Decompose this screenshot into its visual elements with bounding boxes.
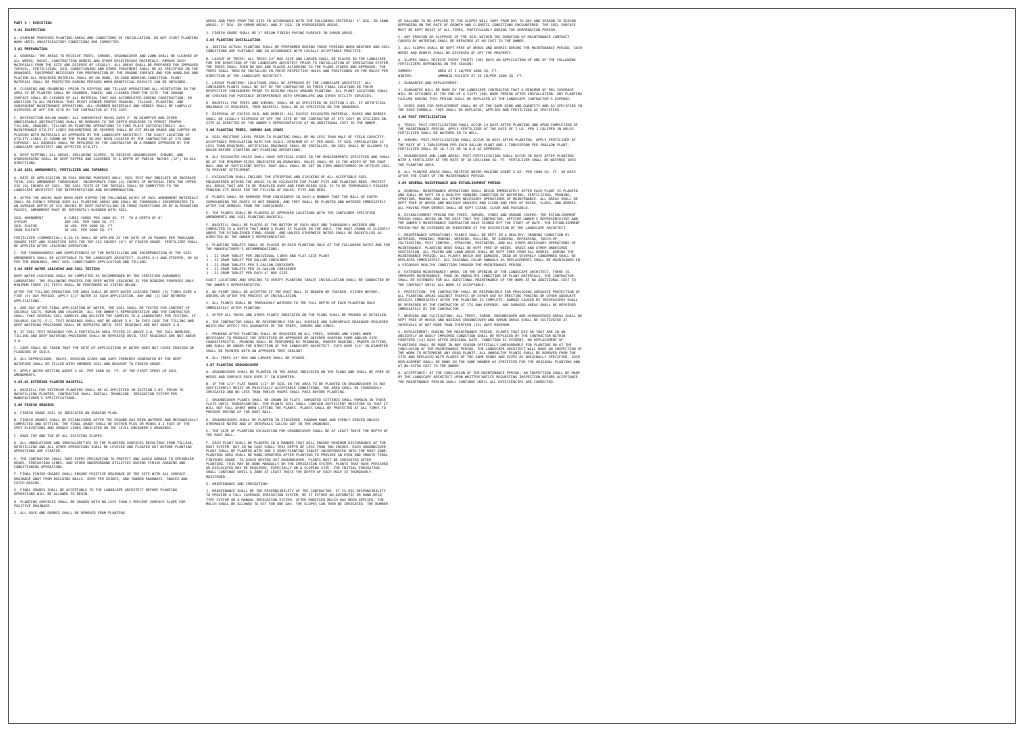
paragraph: G. MAINTENANCE AND IRRIGATION: (206, 481, 269, 486)
section-heading: 3.04 DEEP WATER LEACHING AND SOIL TESTING (14, 267, 100, 271)
paragraph: SUMMER: UREA AT 1 LB/PER 1000 SQ. FT. WINTER: AMMONIA SULFATE AT 25 LB/PER 1000 SQ. FT. (398, 69, 524, 78)
section-heading: 3.05 PLANTING INSTALLATION (206, 37, 261, 42)
paragraph: K. THE CONTRACTOR SHALL BE RESPONSIBLE FOR ALL SURFACE AND SUBSURFACE DRAINAGE REQUIRED WHICH MAY AFFECT HIS GUARANTEE OF THE TREES, SHRUBS AND VINES. (206, 320, 391, 329)
paragraph: AREAS AND FREE FROM THE SITE IN ACCORDANCE WITH THE FOLLOWING CRITERIA: 1" DIA. IN LAWN AREAS; 2" DIA. IN SHRUB AREAS; AND 3" DIA. IN HYDROSEEDED AREAS. (206, 19, 391, 28)
column-3-paragraphs (398, 19, 583, 384)
paragraph: FERTILIZER (COMMERCIAL) 6-20-10 SHALL BE APPLIED AT THE RATE OF 20 POUNDS PER THOUSAND SQUARE FEET AND SCARIFIED INTO THE TOP SIX INCHES (6") OF FINISH GRADE. FERTILIZER SHALL BE APPLIED AFTER LEACHING OPERATION. (14, 235, 201, 248)
paragraph: C. RAKE TOP AND TOE OF ALL EXISTING SLOPES. (14, 433, 104, 438)
paragraph: B. ALL EXCAVATED HOLES SHALL HAVE VERTICAL SIDES IN THE REQUIREMENTS SPECIFIED AND SHALL BE OF THE MINIMUM SIZES INDICATED ON DRAWINGS. HOLES SHALL BE 2X THE WIDTH OF THE ROOT BALL AND OF SUFFICIENT DEPTH. ROOT BALL SHALL BE SET ON FIRM UNDISTURBED OR SETTLED SOIL TO PREVENT SETTLEMENT. (206, 155, 393, 172)
paragraph: D. DEEP RIPPING: ALL AREAS, INCLUDING SLOPES, TO RECEIVE GROUNDCOVER, SHRUBS, AND HYDROSEEDING SHALL BE DEEP RIPPED AND LOOSENED TO A DEPTH OF TWELVE INCHES (12") IN ALL DIRECTIONS. (14, 152, 199, 165)
column-2-paragraphs (206, 19, 391, 506)
paragraph: H. PLANTING SURFACES SHALL BE GRADED WITH NO LESS THAN 2 PERCENT SURFACE SLOPE FOR POSITIVE DRAINAGE. (14, 499, 188, 508)
paragraph: 1. GUARANTEE WILL BE MADE BY THE LANDSCAPE CONTRACTOR THAT A MINIMUM OF 90% COVERAGE WILL BE ATTAINED AT THE END OF A SIXTY (60) WORK PERIOD AFTER INSTALLATION. ANY PLANTING FAILURE DURING THIS PERIOD SHALL BE REPLACED AT THE LANDSCAPE CONTRACTOR'S EXPENSE. (398, 88, 585, 101)
specification-sheet (8, 8, 1016, 724)
paragraph: D. EXTENDED MAINTENANCE: WHEN, IN THE OPINION OF THE LANDSCAPE ARCHITECT, THERE IS IMPROPER MAINTENANCE, POOR OR UNHEALTHY CONDITION OF PLANT MATERIALS, THE CONTRACTOR SHALL BE EXTENDED FOR ALL ADDITIONAL MAINTENANCE OF THE WORK AT NO ADDITIONAL COST TO THE CONTRACT UNTIL ALL WORK IS ACCEPTABLE. (398, 269, 578, 287)
paragraph: B. CLEARING AND GRUBBING: PRIOR TO RIPPING AND TILLAGE OPERATIONS ALL VEGETATION IN THE AREA TO BE PLANTED SHALL BE GRUBBED, RAKED, AND CLEARED FROM THE SITE. THE GROUND SURFACE SHALL BE CLEARED OF ALL MATERIAL THAT HAS ACCUMULATED DURING CONSTRUCTION. IN ADDITION TO ALL MATERIAL THAT MIGHT HINDER PROPER GRADING, TILLAGE, PLANTING, AND SUBSEQUENT MAINTENANCE OPERATIONS. ALL GRUBBED MATERIALS AND DEBRIS SHALL BE LAWFULLY DISPOSED OF OFF THE SITE BY THE CONTRACTOR AT ITS COST. (14, 87, 199, 113)
paragraph: C. DESTRUCTION BELOW GRADE: ALL SUBSURFACE ROCKS OVER 2" IN DIAMETER AND OTHER UNDESIRABLE OBSTRUCTIONS SHALL BE REMOVED TO THE DEPTH REQUIRED TO PERMIT PROPER TILLING, GRADING, TILLING OR PLANTING OPERATIONS TO TAKE PLACE SATISFACTORILY. ALL MAINTENANCE UTILITY LINES ENCOUNTERED OR SEVERED SHALL BE CUT BELOW GRADE AND CAPPED OR PLUGGED WITH MATERIALS AS APPROVED BY THE LANDSCAPE ARCHITECT. THE EXACT LOCATION OF UTILITY LINES IS SHOWN ON THE PLANS OR MAY BEEN LOCATED BY THE CONTRACTOR AT ITS OWN EXPENSE. ALL DAMAGES SHALL BE REPAIRED BY THE CONTRACTOR IN A MANNER APPROVED BY THE LANDSCAPE ARCHITECT AND AFFECTED UTILITY. (14, 115, 199, 150)
section-heading: 3.05.01 EXTERIOR PLANTER BACKFILL (14, 380, 84, 385)
section-heading: 3.07 PLANTING GROUNDCOVER (206, 363, 259, 367)
paragraph: C. THE THOROUGHNESS AND COMPLETENESS OF THE ROTOTILLING AND INCORPORATION OF THE SOIL AMENDMENTS SHALL BE ACCEPTABLE TO THE LANDSCAPE ARCHITECT. SLOPES 3:1 AND STEEPER, OR AS PER THE DRAWINGS, OMIT SOIL CONDITIONER APPLICATION AND TILLING. (14, 251, 201, 264)
section-heading: 3.08 POST FERTILIZATION (398, 115, 447, 120)
paragraph: C. GROUNDCOVER PLANTS SHALL BE GROWN IN FLATS, UNROOTED CUTTINGS SHALL REMAIN IN THOSE FLATS UNTIL TRANSPLANTING. THE PLANTS SOIL SHALL CONTAIN SUFFICIENT MOISTURE SO THAT IT WILL NOT FALL APART WHEN LIFTING THE PLANTS. PLANTS SHALL BE PROTECTED AT ALL TIMES TO PREVENT DRYING OF THE ROOT BALL. (206, 397, 391, 415)
paragraph: F. FINAL FINISH GRADES SHALL ENSURE POSITIVE DRAINAGE OF THE SITE WITH ALL SURFACE DRAINAGE AWAY FROM BUILDING WALLS. OVER PER GUIDES, AND TOWARD ROADWAYS, SWALES AND CATCH BASINS. (14, 472, 190, 485)
paragraph: D. ALL PLANTED AREAS SHALL RECEIVE WATER HOLDING AGENT 5 OZ. PER 1000 SQ. FT. 40 DAYS AFTER THE START OF THE MAINTENANCE PERIOD. (398, 169, 578, 178)
paragraph: M. ALL TREES 24" BOX AND LARGER SHALL BE STAKED. (206, 355, 307, 360)
paragraph: B. LAYOUT OF TREES: ALL TREES 24" BOX SIZE AND LARGER SHALL BE PLACED IN THE LANDSCAPE FOR THE DIRECTION OF THE LANDSCAPE ARCHITECT PRIOR TO INSTALLATION OF IRRIGATION SYSTEM. THE TREES SHALL THEN BE DUG AND PLACED ACCORDING TO THE PLANS STAKED AND APPROVED. THE TREES SHALL THEN BE INSTALLED IN THEIR RESPECTIVE HOLES AND POSITIONED IN THE HOLES PER DIRECTION OF THE LANDSCAPE ARCHITECT. (206, 56, 393, 78)
section-heading: 3.09 GENERAL MAINTENANCE AND ESTABLISHMENT PERIOD (398, 181, 501, 186)
column-1-paragraphs (14, 28, 199, 515)
paragraph: A. EXAMINE PROPOSED PLANTING AREAS AND CONDITIONS OF INSTALLATION. DO NOT START PLANTING WORK UNTIL UNSATISFACTORY CONDITIONS ARE CORRECTED. (14, 35, 201, 44)
section-heading: 3.06 PLANTING TREES, SHRUBS AND VINES (206, 128, 284, 132)
paragraph: C. LAYOUT PLANTING: LOCATIONS SHALL BE APPROVED BY THE LANDSCAPE ARCHITECT. ALL CONTAINER PLANTS SHALL BE SET BY THE CONTRACTOR IN THEIR FINAL LOCATION IN THEIR RESPECTIVE CONTAINERS PRIOR TO DIGGING HOLES AROUND PLANTING. ALL PLANT LOCATIONS SHALL BE CHECKED FOR POSSIBLE INTERFERENCE WITH SPRINKLERS AND OTHER UTILITY SERVICES. (206, 80, 391, 98)
paragraph: E. APPLY WATER NETTING AGENT 4 OZ. PER 1000 SQ. FT. AT THE FIRST SPRAY OF SOIL AMENDMENTS. (14, 368, 180, 377)
paragraph: 1. MAINTENANCE SHALL BE THE RESPONSIBILITY OF THE CONTRACTOR. IT IS HIS RESPONSIBILITY TO PROVIDE A FULL COVERAGE IRRIGATION SYSTEM, BE IT EITHER AN AUTOMATIC OR HAND-HELD TYPE SYSTEM OR A MANUAL IRRIGATION SYSTEM. AFTER MODIFIED MULCH HAS BEEN APPLIED, THE MULCH SHALL BE ALLOWED TO SET FOR ONE DAY. THE SLOPES CAN THEN BE IRRIGATED. THE NUMBER (206, 489, 388, 506)
paragraph: AFTER THE TILLING OPERATION THE AREA SHALL BE DEEP WATER LEACHED THREE (3) TIMES OVER A FIVE (5) DAY PERIOD. APPLY 1/2" WATER AT EACH APPLICATION. ANY ONE (1) DAY BETWEEN APPLICATIONS. (14, 290, 199, 303)
paragraph: G. PLANTING TABLETS SHALL BE PLACED IN EACH PLANTING HOLE AT THE FOLLOWING RATES AND FOR THE MANUFACTURER'S RECOMMENDATIONS: (206, 242, 393, 251)
paragraph: H. ACCEPTANCE: AT THE CONCLUSION OF THE MAINTENANCE PERIOD, AN INSPECTION SHALL BE MADE BY THE LANDSCAPE ARCHITECT UPON WRITTEN NOTICE REQUESTING INSPECTION BEFORE ACCEPTANCE. THE MAINTENANCE PERIOD SHALL CONTINUE UNTIL ALL DEFICIENCIES ARE CORRECTED. (398, 371, 583, 384)
paragraph: B. IF THE 1/2" FLAT RAKED 1/2" OF SOIL IN THE AREA TO BE PLANTED IN GROUNDCOVER IS NOT SUFFICIENTLY MOIST OR PHYSICALLY ACCEPTABLE CONDITIONS, THE AREA SHALL BE THOROUGHLY IRRIGATED AND NO LESS THAN TWELVE HOURS SHALL PASS BEFORE PLANTING. (206, 381, 388, 395)
paragraph: 2. SEEDS USED FOR REPLACEMENT SHALL BE OF THE SAME KIND AND QUANTITY AND AS SPECIFIED IN THE SEED FORMULA. THEY SHALL BE REPLACED, APPLIED AND FERTILIZED AS SPECIFIED. (398, 103, 585, 112)
paragraph: D. BACKFILL FOR TREES AND SHRUBS: SHALL BE AS SPECIFIED IN SECTION 2.05. IF ARTIFICIAL DRAINAGE IS REQUIRED, THEN BACKFILL SHALL BE AS SPECIFIED ON THE DRAWINGS. (206, 100, 388, 109)
paragraph: H. NO PLANT SHALL BE ACCEPTED IF THE ROOT BALL IS BROKEN OR CRACKED, EITHER BEFORE, DURING OR AFTER THE PROCESS OF INSTALLATION. (206, 289, 382, 298)
paragraph: A. INITIAL ACTUAL PLANTING SHALL BE PERFORMED DURING THOSE PERIODS WHEN WEATHER AND SOIL CONDITIONS ARE SUITABLE AND IN ACCORDANCE WITH LOCALLY ACCEPTABLE PRACTICE. (206, 45, 393, 54)
paragraph: E. THE PLANTS SHALL BE PLANTED AT APPROVED LOCATIONS WITH THE CONTAINER SPECIFIED AMENDMENTS AND SOIL PLANTING BACKFILL. (206, 211, 378, 220)
paragraph: B. AFTER THE AREAS HAVE BEEN DEEP RIPPED THE FOLLOWING RATES OF SOIL AMENDMENT MATERIALS SHALL BE EVENLY SPREAD OVER ALL PLANTING AREAS AND SHALL BE THOROUGHLY INCORPORATED TO AN AVERAGE DEPTH OF SIX INCHES BY DEEP ROTOTILLING IN THREE DIRECTIONS OR BY ALTERNATING PASSES. AMENDMENT MUST BE INTIMATELY BLENDED WITH SOIL. (14, 195, 201, 213)
paragraph: C. EXCAVATION SHALL INCLUDE THE STRIPPING AND STACKING OF ALL ACCEPTABLE SOIL ENCOUNTERED WITHIN THE AREAS TO BE EXCAVATED FOR PLANT PITS AND PLANTING BEDS. PROTECT ALL AREAS THAT ARE TO BE TRAVELED OVER AND FROM BEING SOIL IS TO BE TEMPORARILY STACKED PENDING ITS REUSE FOR THE FILLING OF HOLES, PITS AND BEDS. (206, 175, 391, 192)
section-heading: 3.02 PREPARATION (14, 47, 48, 51)
document-title: PART 3 - EXECUTION (14, 21, 52, 25)
paragraph: C. GROUNDCOVER AND LAWN AREAS: POST-FERTILIZATION SHALL OCCUR 30 DAYS AFTER PLANTING WITH A FERTILIZER AT THE RATE OF 10 LBS/1000 SQ. FT. FERTILIZER SHALL BE WATERED INTO THE PLANTING AREA. (398, 154, 578, 167)
paragraph: 4. SLOPES SHALL RECEIVE EVERY THIRTY (30) DAYS AN APPLICATION OF ONE OF THE FOLLOWING FERTILIZERS DEPENDING ON THE SEASON: (398, 57, 578, 66)
paragraph: E. DISPOSAL OF EXCESS SOIL AND DEBRIS: ALL EXCESS EXCAVATED MATERIAL, ROCKS AND DEBRIS SHALL BE LEGALLY DISPOSED OF OFF THE SITE BY THE CONTRACTOR AT ITS COST OR UTILIZED ON-SITE AS DIRECTED BY THE OWNER'S REPRESENTATIVE AT NO ADDITIONAL COST TO THE OWNER. (206, 112, 388, 125)
paragraph: I. ALL PLANTS SHALL BE THOROUGHLY WATERED TO THE FULL DEPTH OF EACH PLANTING HOLE IMMEDIATELY AFTER PLANTING. (206, 301, 378, 310)
paragraph: A. GENERAL: THE AREAS TO RECEIVE TREES, SHRUBS, GROUNDCOVER AND LAWN SHALL BE CLEARED OF ALL WEEDS, ROCKS, CONSTRUCTION DEBRIS AND OTHER DELETERIOUS MATERIALS. REMOVE SUCH MATERIALS FROM THE SITE AND DISPOSE OF LEGALLY. ALL AREAS SHALL BE PREPARED FOR IMPROVED TOPSOIL, FERTILIZING, SOIL CONDITIONING AND OTHER TREATMENT SHALL BE AS SPECIFIED ON THE DRAWINGS. EQUIPMENT NECESSARY FOR PREPARATION OF THE GROUND SURFACE AND FOR HANDLING AND PLACING ALL REQUIRED MATERIAL SHALL BE ON HAND, IN GOOD WORKING CONDITION. PLANT MATERIAL SHALL BE PROTECTED DURING PERIODS WHEN BENEFICIAL RESULTS CAN BE OBTAINED. (14, 54, 201, 84)
paragraph: D. GROUNDCOVERS SHALL BE PLANTED IN STAGGERED, RANDOM ROWS AND EVENLY SPACED UNLESS OTHERWISE NOTED AND AT INTERVALS CALLED OUT IN THE DRAWINGS. (206, 417, 382, 426)
paragraph: 2. ANY EROSION OR SLIPPAGE OF THE SOIL WITHIN THE DURATION OF MAINTENANCE CONTRACT CAUSED BY WATERING SHALL BE REPAIRED AT NO COST TO THE OWNER. (398, 34, 572, 43)
text-column-3 (398, 19, 583, 707)
paragraph: D. PLANTS SHALL BE REMOVED FROM CONTAINERS IN SUCH A MANNER THAT THE BALL OF EARTH SURROUNDING THE ROOTS IS NOT BROKEN, AND THEY SHALL BE PLANTED AND WATERED IMMEDIATELY AFTER THE REMOVAL FROM THE CONTAINERS. (206, 195, 388, 208)
paragraph: G. REPLACEMENT: DURING THE MAINTENANCE PERIOD, PLANTS THAT DIE OR THAT ARE IN AN UNSIGHTLY OR BADLY IMPAIRED CONDITION SHALL BE REPLACED BY THE CONTRACTOR WITHIN FOURTEEN (14) DAYS AFTER ORIGINAL DATE. CONDITION IS EVIDENT. NO REPLACEMENT OF PLANTINGS SHALL BE MADE IN ANY SEASON OFFICIALLY UNFAVORABLE FOR PLANTING OR AT THE CONCLUSION OF THE MAINTENANCE PERIOD. THE LANDSCAPE ARCHITECT WILL MAKE AN INSPECTION OF THE WORK TO DETERMINE ANY DEAD PLANTS. ALL UNHEALTHY PLANTS SHALL BE REMOVED FROM THE SITE AND REPLACED WITH PLANTS OF THE SAME KINDS AND SIZES AS ORIGINALLY SPECIFIED. SUCH REPLACEMENT SHALL BE DONE IN THE SAME MANNER AS SPECIFIED FOR THE ORIGINAL PLANTING AND AT NO EXTRA COST TO THE OWNER. (398, 329, 585, 368)
paragraph: C. MAINTENANCE OPERATIONS: PLANTS SHALL BE KEPT IN A HEALTHY, GROWING CONDITION BY WATERING, PRUNING, MOWING, WEEDING, ROLLING, RE-SODDING, REPAIRING, TOUCH-UP, CULTIVATING, PEST CONTROL, SPRAYING, RESTAKING, AND ALL OTHER NECESSARY OPERATIONS OF MAINTENANCE. PLANTING BEDS SHALL BE KEPT FREE OF WEEDS. GRASS AND OTHER UNDESIRED VEGETATION. ALL PAVING AND LAWN AREAS SHALL BE KEPT FREE FROM ALL DEBRIS. DURING THE MAINTENANCE PERIOD, ALL PLANTS WHICH ARE DAMAGED, DEAD OR SEVERELY CONDEMNED SHALL BE REPLACED IMMEDIATELY. ALL SEASONAL COLOR ANNUALS AS REPLACEMENTS SHALL BE MAINTAINED IN A VIGOROUS HEALTHY CONDITION THROUGH THE MAINTENANCE PERIOD. (398, 232, 583, 267)
paragraph: 1 - 21 GRAM TABLET PER INDIVIDUAL LINER AND FLAT-SIZE PLANT 1 - 21 GRAM TABLET PER GALLON CONTAINER 3 - 21 GRAM TABLETS PER 5-GALLON CONTAINER 5 - 21 GRAM TABLETS PER 15-GALLON CONTAINER 1 - 21 GRAM TABLET PER EACH 4" BOX SIZE (206, 254, 330, 275)
paragraph: F. BACKFILL SHALL BE PLACED AT THE BOTTOM OF EACH HOLE AND THOROUGHLY WATERED AND COMPACTED TO A DEPTH THAT WHEN A PLANT IS PLACED IN THE HOLE, THE ROOT CROWN IS SLIGHTLY ABOVE THE ESTABLISHED FINAL GRADE. AND UNLESS OTHERWISE NOTED SHALL BE BACKFILLED AS DIRECTED BY THE OWNER'S REPRESENTATIVE. (206, 222, 393, 240)
paragraph: C. CARE SHALL BE TAKEN THAT THE RATE OF APPLICATION OF WATER DOES NOT CAUSE EROSION OR FLOODING OF SOILS. (14, 345, 196, 354)
paragraph: SOIL AMENDMENT 6 CUBIC YARDS PER 1000 SQ. FT. TO A DEPTH OF 6" GYPSUM 100 LBS. PER 1000 SQ. FT. SOIL SULFUR 10 LBS. PER 1000 SQ. FT. IRON SULFATE 10 LBS. PER 1000 SQ. FT. (14, 215, 163, 233)
paragraph: DEEP WATER LEACHING SHALL BE COMPLETED AS RECOMMENDED BY THE CERTIFIED AGRONOMIC LABORATORY. THE FOLLOWING PROCESS FOR DEEP WATER LEACHING IS FOR BIDDING PURPOSES ONLY. MINIMUM THREE (3) TESTS SHALL BE PERFORMED AS STATED BELOW. (14, 274, 199, 287)
paragraph: D. ALL UNDULATIONS AND IRREGULARITIES IN THE PLANTING SURFACES RESULTING FROM TILLAGE, ROTOTILLING AND ALL OTHER OPERATIONS SHALL BE LEVELED AND FLOATED OUT BEFORE PLANTING OPERATIONS ARE STARTED. (14, 440, 196, 454)
paragraph: B. FINISH GRADES SHALL BE ESTABLISHED AFTER THE GROUND HAS BEEN WATERED AND MECHANICALLY COMPACTED AND SETTLED. THE FINAL GRADE SHALL BE WITHIN PLUS OR MINUS 0.1 FOOT OF THE SPOT ELEVATIONS AND GRADES LINES INDICATED ON THE CIVIL ENGINEER'S DRAWINGS. (14, 417, 201, 431)
paragraph: A. FINISH GRADE SOIL AS INDICATED ON GRADING PLAN. (14, 410, 119, 415)
paragraph: J. FINISH GRADE SHALL BE 2" BELOW FINISH PAVING SURFACE IN SHRUB AREAS. (206, 30, 355, 35)
paragraph: OF GALLONS TO BE APPLIED TO THE SLOPES WILL VARY FROM DAY TO DAY AND SEASON TO SEASON DEPENDING ON THE RATE OF GROWTH AND CLIMATIC CONDITIONS ENCOUNTERED. THE SOIL SURFACE MUST BE KEPT MOIST AT ALL TIMES, PARTICULARLY DURING THE GERMINATION PERIOD. (398, 19, 578, 32)
section-heading: 3.06 FINISH GRADING (14, 403, 54, 408)
paragraph: F. EACH PLANT SHALL BE PLANTED IN A MANNER THAT WILL ENSURE MINIMUM DISTURBANCE OF THE ROOT SYSTEM. BUT IN NO CASE SHALL THIS DEPTH BE LESS THAN TWO INCHES. EACH GROUNDCOVER PLANT SHALL BE PLANTED WITH ONE 5 GRAM PLANTING TABLET INCORPORATED INTO THE ROOT ZONE. PLANTING AREA SHALL BE HAND-SMOOTHED AFTER PLANTING TO PROVIDE AN EVEN AND SMOOTH FINAL FINISHED GRADE. TO AVOID DRYING OUT GROUNDCOVER, PLANTS MUST BE IRRIGATED AFTER PLANTING. THIS MAY BE DONE MANUALLY OR THE IRRIGATION SYSTEM. PLANTS THAT HAVE PERISHED OR DISLOCATED MAY BE REQUIRED, ESPECIALLY ON A SLOPING SITE. THE INITIAL IRRIGATION SHALL CONTINUE UNTIL A ZONE AT LEAST TWICE THE DEPTH OF EACH HOLE IS THOROUGHLY MOISTENED. (206, 440, 391, 479)
paragraph: D. ALL DEPRESSIONS, HOLES, EROSION SCARS AND GAPS TRENCHES GENERATED BY THE DEEP WATERING SHALL BE FILLED WITH AMENDED SOIL AND BROUGHT TO FINISH GRADE. (14, 357, 184, 366)
paragraph: F. WEEDING AND CULTIVATING: ALL TREES, SHRUB, GROUNDCOVER AND HYDROSEEDED AREAS SHALL BE KEPT FREE OF WEEDS AND NOXIOUS GROUNDCOVER AND SHRUB AREAS SHALL BE CULTIVATED AT INTERVALS OF NOT MORE THAN THIRTEEN (13) DAYS MINIMUM. (398, 314, 585, 327)
paragraph: B. ESTABLISHMENT PERIOD FOR TREES, SHRUBS, VINES AND GROUND COVERS: THE ESTABLISHMENT PERIOD SHALL BEGIN ON THE DATE THAT THE CONTRACTOR, OFFICER OWNER'S REPRESENTATIVE AND THE OWNER'S MAINTENANCE CONTRACTOR HAVE SIGNED OFF THE START UP DATE. THE ESTABLISHMENT PERIOD MAY BE EXTENDED OR SHORTENED AT THE DISCRETION OF THE LANDSCAPE ARCHITECT. (398, 212, 583, 230)
paragraph: A. TREES: POST-FERTILIZATION SHALL OCCUR 14 DAYS AFTER PLANTING AND UPON COMPLETION OF THE MAINTENANCE PERIOD. APPLY FERTILIZER AT THE RATE OF 1 LB. PER 1 CALIPER IN HOLES FERTILIZER SHALL BE WATERED IN TO WELL. (398, 122, 580, 135)
paragraph: L. PRUNING AFTER PLANTING SHALL BE REQUIRED ON ALL TREES, SHRUBS AND VINES WHEN NECESSARY TO PRODUCE THE SPECIFIED OR APPROVED OR DESIRED SHAPING FORM AND/OR SIZE CHARACTERISTIC. PRUNING SHALL BE PERFORMED BY THINNING, PROPER HEADING, PROPER CUTTING, AND SHALL BE UNDER THE DIRECTION OF THE LANDSCAPE ARCHITECT. CUTS OVER 3/4" IN DIAMETER SHALL BE PAINTED WITH AN APPROVED TREE SEALANT. (206, 331, 391, 353)
paragraph: J. AFTER ALL TREES AND OTHER PLANTS INDICATED ON THE PLANS SHALL BE PRUNED AS DETAILED. (206, 312, 388, 317)
paragraph: A. GENERAL: MAINTENANCE OPERATIONS SHALL BEGIN IMMEDIATELY AFTER EACH PLANT IS PLANTED AND SHALL BE KEPT IN A HEALTHY GROWING CONDITION BY WATERING, FERTILIZING, PRUNING, SPRAYING, MOWING AND ALL OTHER NECESSARY OPERATIONS OF MAINTENANCE. ALL AREAS SHALL BE KEPT FREE OF WEEDS AND NOXIOUS GRASSES AND CLEAN AND FREE OF ROCKS, CLODS, AND DEBRIS. ALL PAVING FROM DEBRIS SHALL BE KEPT CLEAN, CLEAR AND PASSABLE. (398, 188, 580, 210)
text-column-2 (206, 19, 391, 707)
paragraph: I. ALL ROCK AND DEBRIS SHALL BE REMOVED FROM PLANTING (14, 511, 125, 515)
section-heading: 3.01 INSPECTION (14, 28, 46, 33)
paragraph: E. PROTECTION: THE CONTRACTOR SHALL BE RESPONSIBLE FOR PROVIDING ADEQUATE PROTECTION OF ALL PLANTING AREAS AGAINST TRAFFIC OR OTHER USE BY ERECTING FENCING OR OTHER ADEQUATE DEVICES IMMEDIATELY AFTER THE PLANTING IS COMPLETE. DAMAGE CAUSED BY TRESPASSERS SHALL BE REPAIRED BY THE CONTRACTOR AT ITS OWN EXPENSE. ANY DAMAGED AREAS SHALL BE REPAIRED IMMEDIATELY BY THE CONTRACTOR. (398, 289, 583, 311)
paragraph: A. BACKFILL FOR EXTERIOR PLANTERS SHALL BE AS SPECIFIED IN SECTION 2.03. PRIOR TO BACKFILLING PLANTER, CONTRACTOR SHALL INSTALL TRUNKLINE, IRRIGATION SYSTEM PER MANUFACTURER'S SPECIFICATIONS. (14, 387, 186, 400)
paragraph: G. FINAL GRADES SHALL BE ACCEPTABLE TO THE LANDSCAPE ARCHITECT BEFORE PLANTING OPERATIONS WILL BE ALLOWED TO BEGIN. (14, 488, 180, 497)
paragraph: A. SOIL MOISTURE LEVEL PRIOR TO PLANTING SHALL BE NO LESS THAN HALF OF FIELD CAPACITY. ACCEPTABLE PERCOLATION RATE FOR SOILS: MINIMUM OF 4" PER HOUR. IF SOIL PERCOLATION IS LESS THAN REQUIRED, ARTIFICIAL DRAINAGE SHALL BE INSTALLED. NO SOIL SHALL BE ALLOWED TO DRAIN BEFORE STARTING ANY PLANTING OPERATIONS. (206, 135, 391, 152)
paragraph: B. IF SOIL TEST READINGS FOR A PARTICULAR AREA TESTED IS ABOVE 3.0, THE SOIL WORKING, TILLING AND DEEP WATERING PROCEDURE SHALL BE REPEATED UNTIL TEST READINGS ARE NOT ABOVE 3.0. (14, 330, 199, 343)
paragraph: 3. ALL SLOPES SHALL BE KEPT FREE OF WEEDS AND DEBRIS DURING THE MAINTENANCE PERIOD. SUCH WEEDS AND DEBRIS SHALL BE DISPOSED OF OFF THE PROPERTY. (398, 46, 585, 55)
paragraph: A. GROUNDCOVER SHALL BE PLANTED IN THE AREAS INDICATED ON THE PLANS AND SHALL BE FREE OF WEEDS AND SURFACE ROCK OVER 2" IN DIAMETER. (206, 370, 393, 379)
section-heading: 3.03 SOIL AMENDMENTS, FERTILIZER AND TOPDRESS (14, 168, 109, 173)
paragraph: E. THE SIZE OF PLANTING EXCAVATION FOR GROUNDCOVER SHALL BE AT LEAST TWICE THE DEPTH OF THE ROOT BALL. (206, 429, 391, 438)
paragraph: J. GUARANTEE AND REPLACEMENT: (398, 80, 459, 85)
paragraph: E. THE CONTRACTOR SHALL TAKE EVERY PRECAUTION TO PROTECT AND AVOID DAMAGE TO SPRINKLER HEADS, IRRIGATION LINES, AND OTHER UNDERGROUND UTILITIES DURING FINISH GRADING AND CONDITIONING OPERATIONS. (14, 456, 196, 469)
paragraph: A. ONE DAY AFTER FINAL APPLICATION OF WATER, THE SOIL SHALL BE TESTED FOR CONTENT OF SOLUBLE SALTS, BORON AND CHLORIDE. ALL THE OWNER'S REPRESENTATIVE AND THE CONTRACTOR SHALL TAKE SEVERAL SOIL SAMPLES AND DELIVER THE SAMPLES TO A LABORATORY FOR TESTING. IF SOLUBLE SALTS, E.C. TEST READINGS SHALL NOT BE ABOVE 3.0. IN THIS CASE THE TILLING AND DEEP WATERING PROCEDURE SHALL BE REPEATED UNTIL TEST READINGS ARE NOT ABOVE 3.0. (14, 305, 199, 327)
paragraph: B. SHRUBS: POST-FERTILIZATION SHALL OCCUR 30 DAYS AFTER PLANTING. APPLY FERTILIZER AT THE RATE OF 1 TABLESPOON PER EACH GALLON PLANT AND 1 TABLESPOON PER SHALLOW PLANT. FERTILIZER SHALL BE 16-7-25 OR 16-6-8 AS APPROVED. (398, 138, 578, 151)
paragraph: EXACT LOCATIONS AND SPACING TO VERIFY PLANTING TABLET INSTALLATION SHALL BE CONDUCTED BY THE OWNER'S REPRESENTATIVE. (206, 278, 393, 287)
text-column-1 (14, 19, 199, 707)
paragraph: A. RATE OF APPLICATION IN SOIL BORING PURPOSES ONLY, SOIL TEST MAY INDICATE OR INCREASE TOTAL SOIL AMENDMENT THROUGHOUT. INCORPORATE FOUR (4) INCHES OF MATERIAL INTO THE UPPER SIX (6) INCHES OF SOIL. THE SOIL TESTS OF THE TOPSOIL SHALL BE SUBMITTED TO THE LANDSCAPE ARCHITECT FOR INTERPRETATION AND RECOMMENDATION. (14, 175, 199, 193)
